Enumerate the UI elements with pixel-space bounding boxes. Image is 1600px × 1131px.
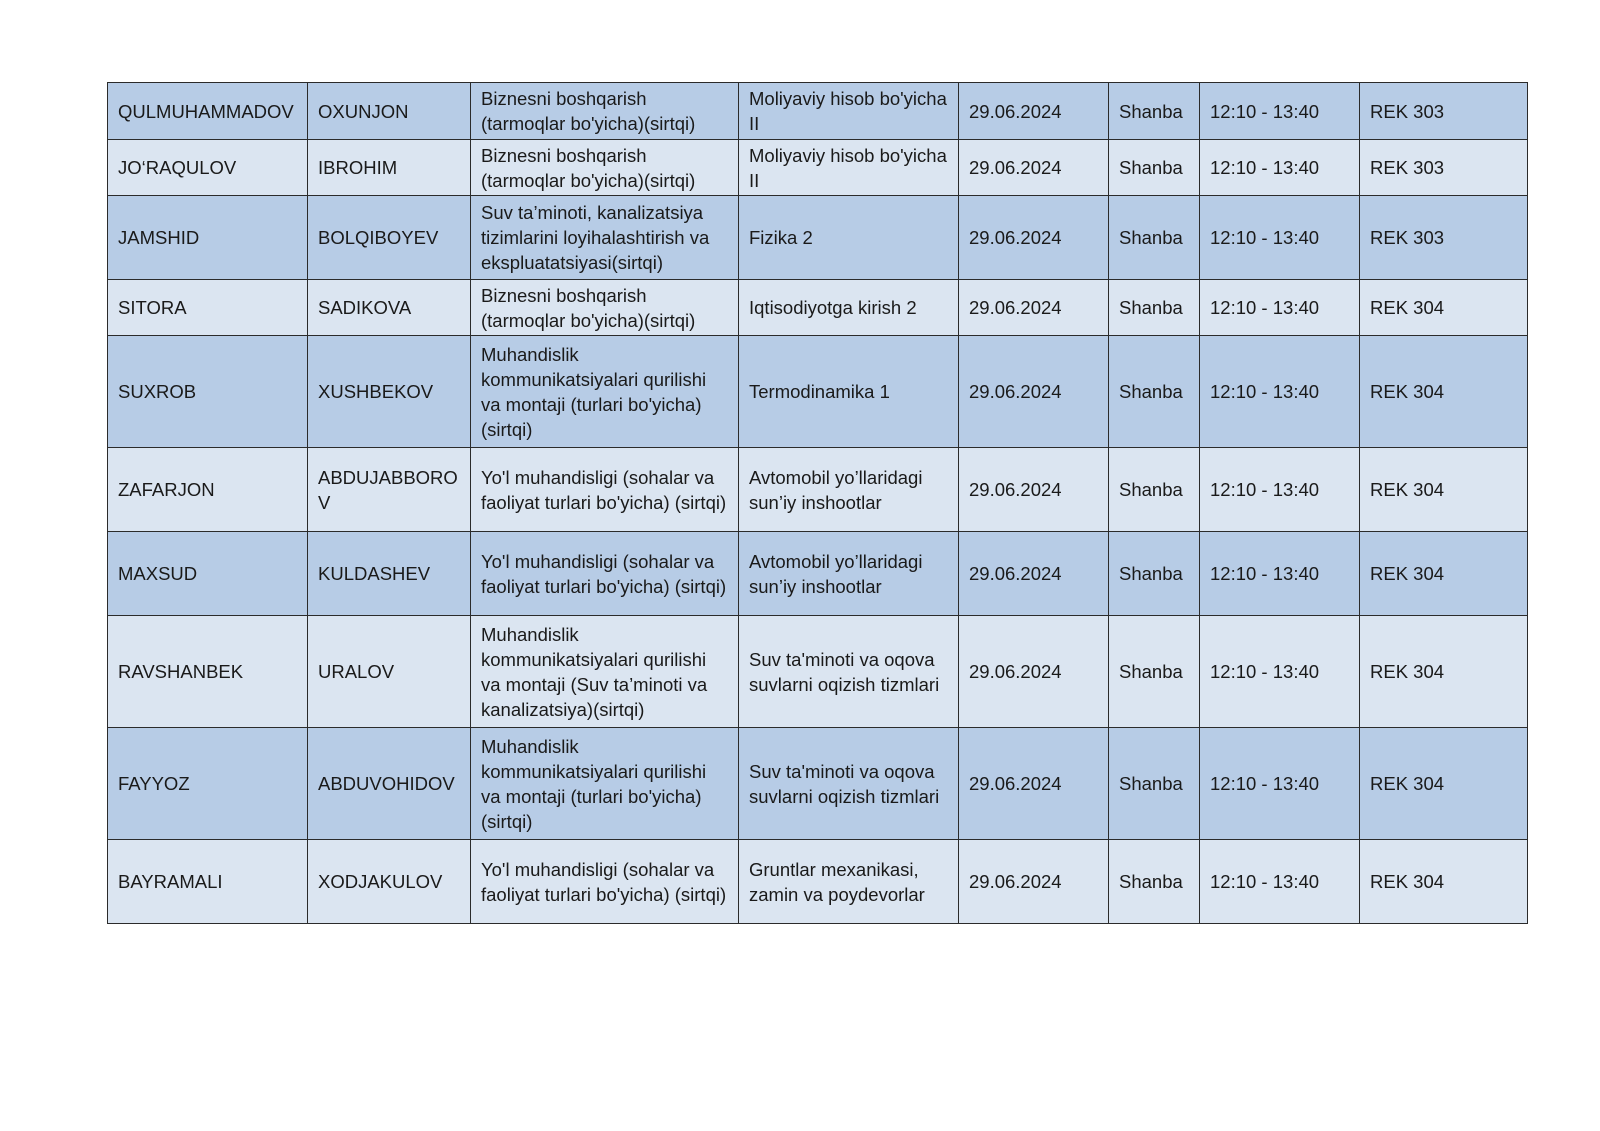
subject-cell: Avtomobil yo’llaridagi sun’iy inshootlar: [739, 448, 959, 532]
program-cell: Suv ta’minoti, kanalizatsiya tizimlarini loyihalashtirish va ekspluatatsiyasi(sirtqi): [471, 196, 739, 280]
table-row: [108, 196, 1528, 280]
time-cell: 12:10 - 13:40: [1200, 196, 1360, 280]
room-cell: REK 304: [1360, 840, 1528, 924]
room-cell: REK 304: [1360, 448, 1528, 532]
day-cell: Shanba: [1109, 83, 1200, 140]
name-cell: IBROHIM: [308, 140, 471, 196]
date-cell: 29.06.2024: [959, 448, 1109, 532]
table-row: [108, 83, 1528, 140]
date-cell: 29.06.2024: [959, 728, 1109, 840]
surname-cell: SITORA: [108, 280, 308, 336]
date-cell: 29.06.2024: [959, 616, 1109, 728]
date-cell: 29.06.2024: [959, 140, 1109, 196]
table-row: [108, 140, 1528, 196]
time-cell: 12:10 - 13:40: [1200, 280, 1360, 336]
name-cell: ABDUJABBOROV: [308, 448, 471, 532]
date-cell: 29.06.2024: [959, 532, 1109, 616]
name-cell: KULDASHEV: [308, 532, 471, 616]
time-cell: 12:10 - 13:40: [1200, 336, 1360, 448]
room-cell: REK 303: [1360, 196, 1528, 280]
surname-cell: SUXROB: [108, 336, 308, 448]
surname-cell: QULMUHAMMADOV: [108, 83, 308, 140]
name-cell: BOLQIBOYEV: [308, 196, 471, 280]
subject-cell: Moliyaviy hisob bo'yicha II: [739, 140, 959, 196]
room-cell: REK 304: [1360, 532, 1528, 616]
subject-cell: Iqtisodiyotga kirish 2: [739, 280, 959, 336]
table-row: [108, 532, 1528, 616]
subject-cell: Termodinamika 1: [739, 336, 959, 448]
day-cell: Shanba: [1109, 616, 1200, 728]
surname-cell: JAMSHID: [108, 196, 308, 280]
table-row: [108, 448, 1528, 532]
day-cell: Shanba: [1109, 280, 1200, 336]
program-cell: Muhandislik kommunikatsiyalari qurilishi va montaji (turlari bo'yicha)(sirtqi): [471, 728, 739, 840]
table-row: [108, 840, 1528, 924]
date-cell: 29.06.2024: [959, 336, 1109, 448]
time-cell: 12:10 - 13:40: [1200, 140, 1360, 196]
time-cell: 12:10 - 13:40: [1200, 840, 1360, 924]
day-cell: Shanba: [1109, 728, 1200, 840]
day-cell: Shanba: [1109, 840, 1200, 924]
surname-cell: ZAFARJON: [108, 448, 308, 532]
table-row: [108, 336, 1528, 448]
surname-cell: BAYRAMALI: [108, 840, 308, 924]
day-cell: Shanba: [1109, 448, 1200, 532]
room-cell: REK 304: [1360, 616, 1528, 728]
surname-cell: RAVSHANBEK: [108, 616, 308, 728]
program-cell: Yo'l muhandisligi (sohalar va faoliyat turlari bo'yicha) (sirtqi): [471, 448, 739, 532]
name-cell: XUSHBEKOV: [308, 336, 471, 448]
table-row: [108, 616, 1528, 728]
day-cell: Shanba: [1109, 532, 1200, 616]
name-cell: ABDUVOHIDOV: [308, 728, 471, 840]
room-cell: REK 303: [1360, 140, 1528, 196]
program-cell: Muhandislik kommunikatsiyalari qurilishi va montaji (turlari bo'yicha)(sirtqi): [471, 336, 739, 448]
exam-schedule-table: [107, 82, 1528, 924]
time-cell: 12:10 - 13:40: [1200, 83, 1360, 140]
room-cell: REK 304: [1360, 336, 1528, 448]
date-cell: 29.06.2024: [959, 280, 1109, 336]
program-cell: Biznesni boshqarish (tarmoqlar bo'yicha)(sirtqi): [471, 140, 739, 196]
room-cell: REK 304: [1360, 280, 1528, 336]
subject-cell: Suv ta'minoti va oqova suvlarni oqizish tizmlari: [739, 728, 959, 840]
subject-cell: Gruntlar mexanikasi, zamin va poydevorlar: [739, 840, 959, 924]
time-cell: 12:10 - 13:40: [1200, 616, 1360, 728]
time-cell: 12:10 - 13:40: [1200, 448, 1360, 532]
name-cell: XODJAKULOV: [308, 840, 471, 924]
surname-cell: FAYYOZ: [108, 728, 308, 840]
date-cell: 29.06.2024: [959, 83, 1109, 140]
name-cell: OXUNJON: [308, 83, 471, 140]
day-cell: Shanba: [1109, 196, 1200, 280]
name-cell: URALOV: [308, 616, 471, 728]
subject-cell: Fizika 2: [739, 196, 959, 280]
date-cell: 29.06.2024: [959, 840, 1109, 924]
program-cell: Yo'l muhandisligi (sohalar va faoliyat turlari bo'yicha) (sirtqi): [471, 532, 739, 616]
surname-cell: MAXSUD: [108, 532, 308, 616]
day-cell: Shanba: [1109, 336, 1200, 448]
day-cell: Shanba: [1109, 140, 1200, 196]
date-cell: 29.06.2024: [959, 196, 1109, 280]
subject-cell: Avtomobil yo’llaridagi sun’iy inshootlar: [739, 532, 959, 616]
surname-cell: JO‘RAQULOV: [108, 140, 308, 196]
time-cell: 12:10 - 13:40: [1200, 728, 1360, 840]
subject-cell: Suv ta'minoti va oqova suvlarni oqizish tizmlari: [739, 616, 959, 728]
program-cell: Biznesni boshqarish (tarmoqlar bo'yicha)(sirtqi): [471, 83, 739, 140]
room-cell: REK 303: [1360, 83, 1528, 140]
table-row: [108, 728, 1528, 840]
subject-cell: Moliyaviy hisob bo'yicha II: [739, 83, 959, 140]
name-cell: SADIKOVA: [308, 280, 471, 336]
program-cell: Muhandislik kommunikatsiyalari qurilishi va montaji (Suv ta’minoti va kanalizatsiya)(sirtqi): [471, 616, 739, 728]
room-cell: REK 304: [1360, 728, 1528, 840]
time-cell: 12:10 - 13:40: [1200, 532, 1360, 616]
program-cell: Yo'l muhandisligi (sohalar va faoliyat turlari bo'yicha) (sirtqi): [471, 840, 739, 924]
table-row: [108, 280, 1528, 336]
program-cell: Biznesni boshqarish (tarmoqlar bo'yicha)(sirtqi): [471, 280, 739, 336]
